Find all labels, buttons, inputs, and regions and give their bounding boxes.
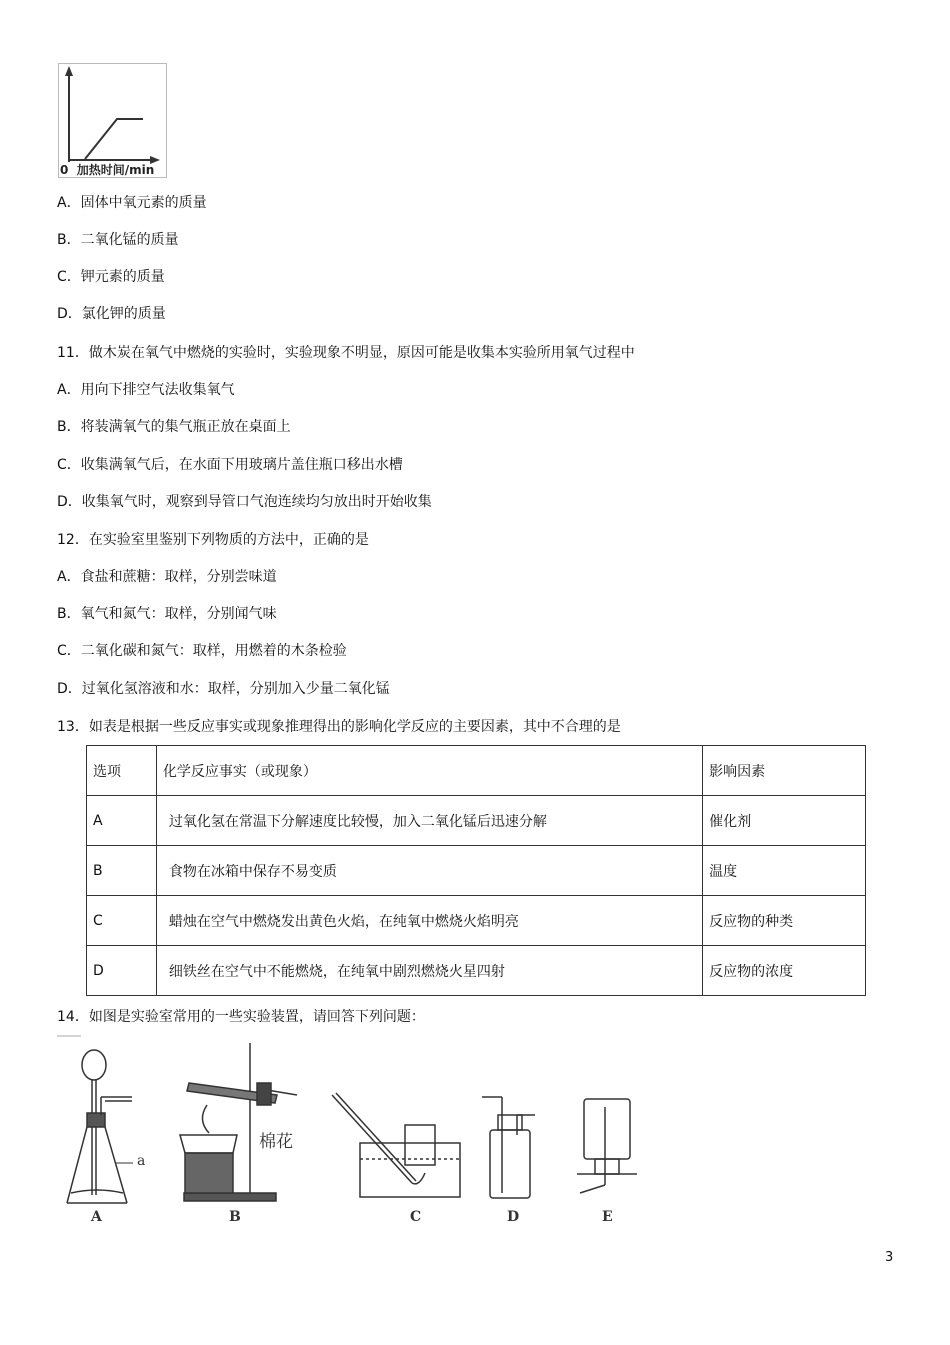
table-cell-option: C <box>87 896 157 946</box>
q13-stem: 13．如表是根据一些反应事实或现象推理得出的影响化学反应的主要因素，其中不合理的是 <box>57 719 621 735</box>
q11-option-d: D．收集氧气时，观察到导管口气泡连续均匀放出时开始收集 <box>57 494 432 510</box>
table-cell-factor: 反应物的浓度 <box>703 946 866 996</box>
table-cell-fact: 细铁丝在空气中不能燃烧，在纯氧中剧烈燃烧火星四射 <box>156 946 702 996</box>
table-cell-fact: 蜡烛在空气中燃烧发出黄色火焰，在纯氧中燃烧火焰明亮 <box>156 896 702 946</box>
q11-option-a: A．用向下排空气法收集氧气 <box>57 382 235 398</box>
table-header-factor: 影响因素 <box>703 746 866 796</box>
table-row <box>87 846 866 896</box>
table-row <box>87 896 866 946</box>
table-row <box>87 796 866 846</box>
table-cell-fact: 食物在冰箱中保存不易变质 <box>156 846 702 896</box>
table-cell-option: A <box>87 796 157 846</box>
apparatus-label-e: E <box>602 1209 613 1225</box>
table-header-row <box>87 746 866 796</box>
apparatus-e-bottle <box>577 1099 637 1193</box>
apparatus-label-c: C <box>410 1209 422 1225</box>
apparatus-label-d: D <box>507 1209 520 1225</box>
q10-option-d: D．氯化钾的质量 <box>57 306 166 322</box>
table-row <box>87 946 866 996</box>
q10-option-a: A．固体中氧元素的质量 <box>57 195 207 211</box>
q13-table <box>86 745 866 996</box>
table-cell-factor: 温度 <box>703 846 866 896</box>
apparatus-a-part-a: a <box>137 1153 146 1169</box>
q12-option-b: B．氧气和氮气：取样，分别闻气味 <box>57 606 277 622</box>
q10-option-b: B．二氧化锰的质量 <box>57 232 179 248</box>
q11-stem: 11．做木炭在氧气中燃烧的实验时，实验现象不明显，原因可能是收集本实验所用氧气过程中 <box>57 345 635 361</box>
apparatus-d-bottle <box>482 1097 535 1198</box>
q10-option-c: C．钾元素的质量 <box>57 269 165 285</box>
q12-option-c: C．二氧化碳和氮气：取样，用燃着的木条检验 <box>57 643 347 659</box>
table-cell-factor: 反应物的种类 <box>703 896 866 946</box>
q12-stem: 12．在实验室里鉴别下列物质的方法中，正确的是 <box>57 532 369 548</box>
apparatus-svg <box>57 1035 657 1235</box>
table-header-option: 选项 <box>87 746 157 796</box>
graph-x-label <box>60 161 154 178</box>
cotton-label: 棉花 <box>259 1132 293 1152</box>
q11-option-b: B．将装满氧气的集气瓶正放在桌面上 <box>57 419 291 435</box>
graph-curve <box>85 119 143 159</box>
apparatus-a-flask <box>67 1050 133 1203</box>
q14-stem: 14．如图是实验室常用的一些实验装置，请回答下列问题： <box>57 1009 425 1025</box>
apparatus-label-a: A <box>91 1209 102 1225</box>
apparatus-c-trough <box>332 1093 460 1197</box>
graph-origin: 0 <box>60 163 69 177</box>
table-header-fact: 化学反应事实（或现象） <box>156 746 702 796</box>
q11-option-c: C．收集满氧气后，在水面下用玻璃片盖住瓶口移出水槽 <box>57 457 403 473</box>
apparatus-b-heating <box>180 1043 297 1201</box>
lab-apparatus-figure <box>57 1035 657 1235</box>
page-number: 3 <box>885 1250 894 1265</box>
graph-xlabel: 加热时间/min <box>76 163 155 177</box>
apparatus-label-b: B <box>229 1209 241 1225</box>
table-cell-factor: 催化剂 <box>703 796 866 846</box>
table-cell-fact: 过氧化氢在常温下分解速度比较慢，加入二氧化锰后迅速分解 <box>156 796 702 846</box>
graph-y-arrow <box>65 66 73 76</box>
table-cell-option: B <box>87 846 157 896</box>
q12-option-a: A．食盐和蔗糖：取样，分别尝味道 <box>57 569 277 585</box>
table-cell-option: D <box>87 946 157 996</box>
q12-option-d: D．过氧化氢溶液和水：取样，分别加入少量二氧化锰 <box>57 681 390 697</box>
